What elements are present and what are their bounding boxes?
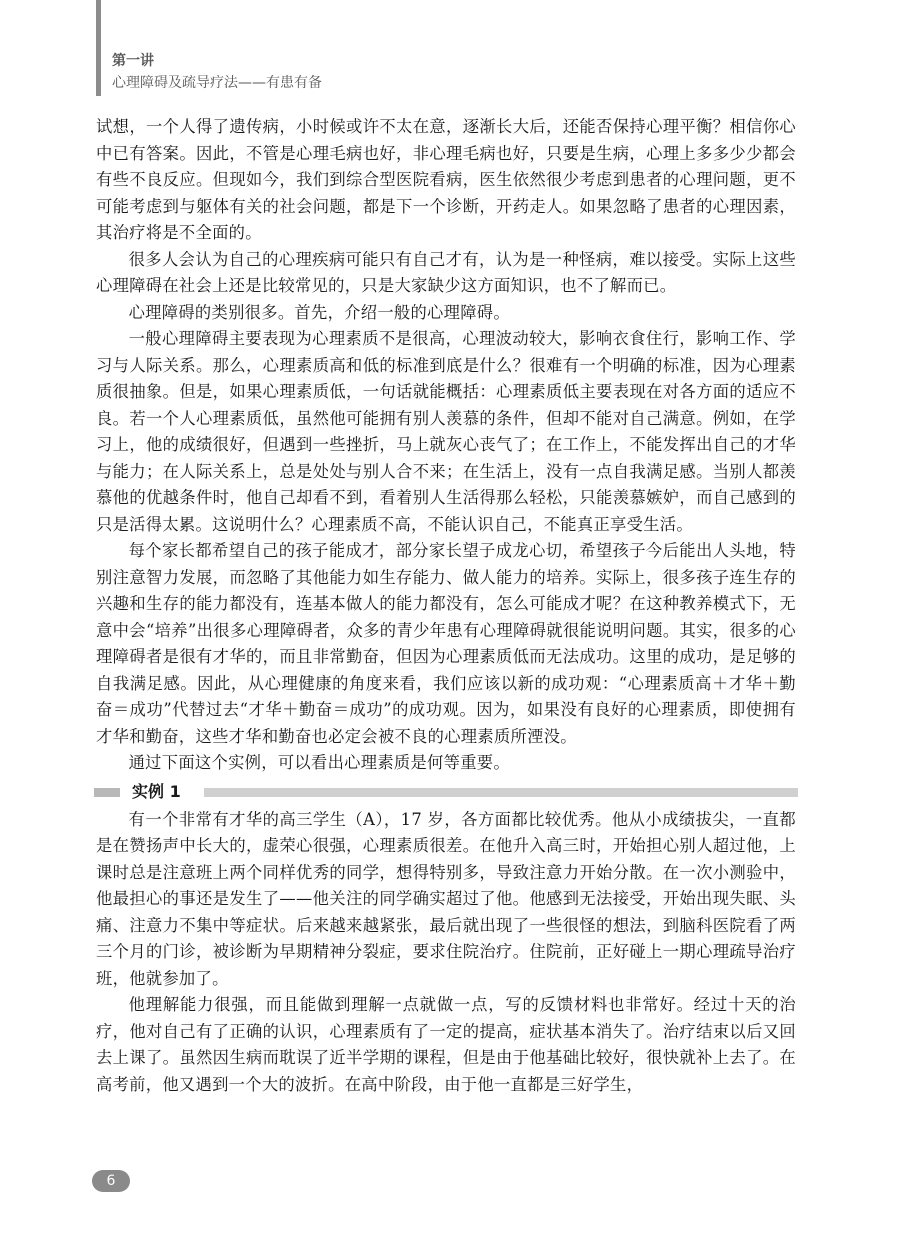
paragraph-3: 心理障碍的类别很多。首先，介绍一般的心理障碍。	[128, 302, 510, 322]
paragraph-1: 试想，一个人得了遗传病，小时候或许不太在意，逐渐长大后，还能否保持心理平衡？相信你心中已有答案。因此，不管是心理毛病也好，非心理毛病也好，只要是生病，心理上多多少少都会有些不良反应。但现如今，我们到综合型医院看病，医生依然很少考虑到患者的心理问题，更不可能考虑到与躯体有关的社会问题，都是下一个诊断，开药走人。如果忽略了患者的心理因素，其治疗将是不全面的。	[96, 117, 796, 242]
case-title: 实例 1	[132, 781, 181, 801]
case-paragraph-1: 有一个非常有才华的高三学生（A），17 岁，各方面都比较优秀。他从小成绩拔尖，一直都是在赞扬声中长大的，虚荣心很强，心理素质很差。在他升入高三时，开始担心别人超过他，上课时总是注意班上两个同样优秀的同学，想得特别多，导致注意力开始分散。在一次小测验中，他最担心的事还是发生了——他关注的同学确实超过了他。他感到无法接受，开始出现失眠、头痛、注意力不集中等症状。后来越来越紧张，最后就出现了一些很怪的想法，到脑科医院看了两三个月的门诊，被诊断为早期精神分裂症，要求住院治疗。住院前，正好碰上一期心理疏导治疗班，他就参加了。	[96, 809, 796, 988]
case-heading-marker	[94, 788, 120, 797]
page-header	[96, 0, 876, 100]
case-heading	[96, 779, 796, 805]
header-bar	[96, 0, 101, 96]
paragraph-5: 每个家长都希望自己的孩子能成才，部分家长望子成龙心切，希望孩子今后能出人头地，特别注意智力发展，而忽略了其他能力如生存能力、做人能力的培养。实际上，很多孩子连生存的兴趣和生存的能力都没有，连基本做人的能力都没有，怎么可能成才呢？在这种教养模式下，无意中会“培养”出很多心理障碍者，众多的青少年患有心理障碍就很能说明问题。其实，很多的心理障碍者是很有才华的，而且非常勤奋，但因为心理素质低而无法成功。这里的成功，是足够的自我满足感。因此，从心理健康的角度来看，我们应该以新的成功观：“心理素质高＋才华＋勤奋＝成功”代替过去“才华＋勤奋＝成功”的成功观。因为，如果没有良好的心理素质，即使拥有才华和勤奋，这些才华和勤奋也必定会被不良的心理素质所湮没。	[96, 541, 796, 746]
page-body	[96, 114, 796, 1098]
chapter-subtitle: 心理障碍及疏导疗法——有患有备	[112, 75, 322, 91]
paragraph-4: 一般心理障碍主要表现为心理素质不是很高，心理波动较大，影响衣食住行，影响工作、学习与人际关系。那么，心理素质高和低的标准到底是什么？很难有一个明确的标准，因为心理素质很抽象。但是，如果心理素质低，一句话就能概括：心理素质低主要表现在对各方面的适应不良。若一个人心理素质低，虽然他可能拥有别人羡慕的条件，但却不能对自己满意。例如，在学习上，他的成绩很好，但遇到一些挫折，马上就灰心丧气了；在工作上，不能发挥出自己的才华与能力；在人际关系上，总是处处与别人合不来；在生活上，没有一点自我满足感。当别人都羡慕他的优越条件时，他自己却看不到，看着别人生活得那么轻松，只能羡慕嫉妒，而自己感到的只是活得太累。这说明什么？心理素质不高，不能认识自己，不能真正享受生活。	[96, 329, 796, 534]
paragraph-6: 通过下面这个实例，可以看出心理素质是何等重要。	[128, 753, 510, 772]
page-number: 6	[92, 1170, 130, 1192]
chapter-label: 第一讲	[112, 53, 154, 69]
paragraph-2: 很多人会认为自己的心理疾病可能只有自己才有，认为是一种怪病，难以接受。实际上这些心理障碍在社会上还是比较常见的，只是大家缺少这方面知识，也不了解而已。	[96, 249, 796, 295]
case-heading-rule	[204, 788, 798, 797]
case-paragraph-2: 他理解能力很强，而且能做到理解一点就做一点，写的反馈材料也非常好。经过十天的治疗，他对自己有了正确的认识，心理素质有了一定的提高，症状基本消失了。治疗结束以后又回去上课了。虽然因生病而耽误了近半学期的课程，但是由于他基础比较好，很快就补上去了。在高考前，他又遇到一个大的波折。在高中阶段，由于他一直都是三好学生，	[96, 995, 796, 1094]
